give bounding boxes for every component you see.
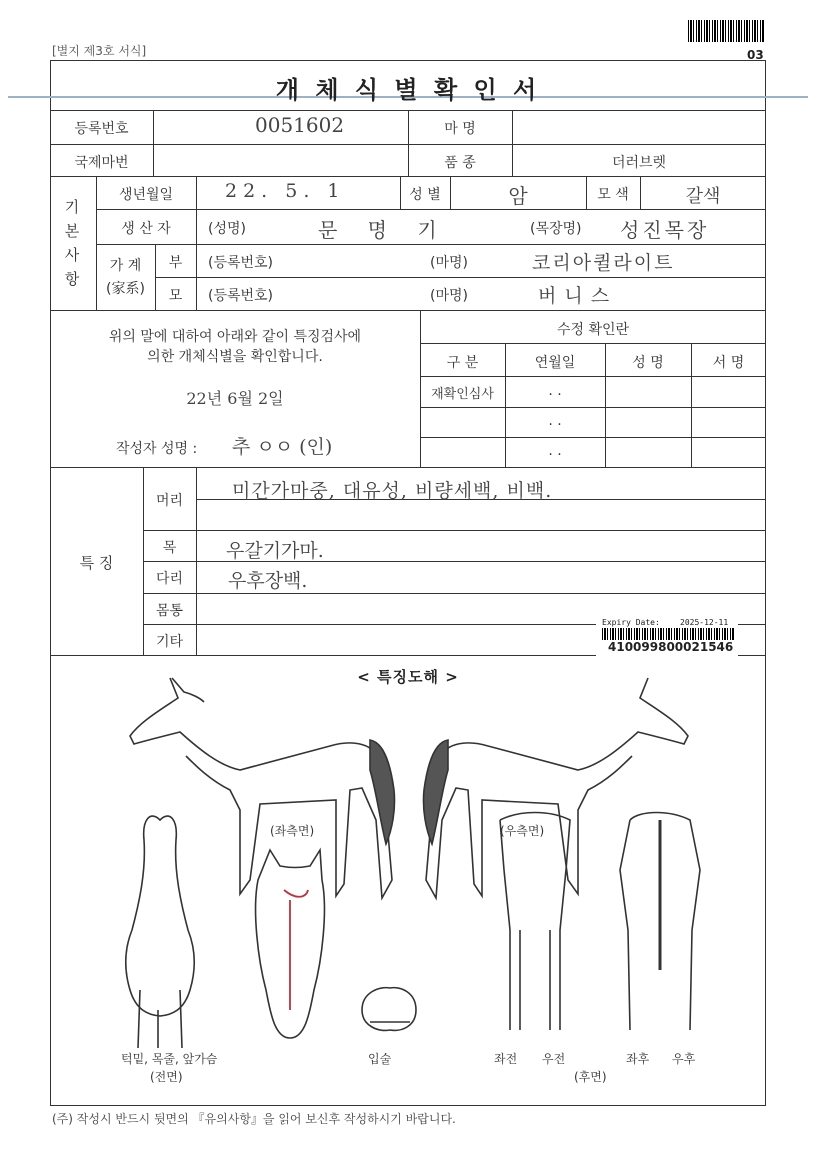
breed-label: 품 종 bbox=[444, 155, 476, 171]
horse-diagram bbox=[100, 670, 720, 1070]
left-front-label: 좌전 bbox=[494, 1052, 518, 1066]
producer-name-value: 문 명 기 bbox=[318, 218, 449, 242]
amend-header-sign: 서 명 bbox=[712, 355, 745, 371]
features-section-label: 특 징 bbox=[79, 554, 114, 572]
producer-label: 생 산 자 bbox=[121, 221, 171, 237]
amend-row-date: . . bbox=[548, 413, 562, 429]
date-value: 22년 6월 2일 bbox=[186, 389, 284, 408]
dam-name-value: 버니스 bbox=[538, 285, 618, 307]
hind-view bbox=[620, 813, 700, 1031]
front-label: (전면) bbox=[150, 1070, 183, 1084]
amend-row-date: . . bbox=[548, 383, 562, 399]
rear-label: (후면) bbox=[574, 1070, 607, 1084]
barcode bbox=[688, 20, 764, 42]
amend-header-category: 구 분 bbox=[446, 355, 479, 371]
birth-label: 생년월일 bbox=[118, 187, 174, 203]
sticker-code: 410099800021546 bbox=[608, 640, 734, 654]
sire-name-label: (마명) bbox=[430, 255, 468, 271]
left-side-horse bbox=[130, 678, 395, 898]
amend-title: 수정 확인란 bbox=[556, 322, 630, 338]
ranch-label: (목장명) bbox=[530, 221, 582, 237]
legs-value: 우후장백. bbox=[228, 570, 308, 592]
neck-value: 우갈기가마. bbox=[226, 540, 324, 562]
right-front-label: 우전 bbox=[542, 1052, 566, 1066]
left-side-label: (좌측면) bbox=[270, 824, 315, 838]
amend-row-category: 재확인심사 bbox=[431, 387, 494, 402]
head-value: 미간가마중, 대유성, 비량세백, 비백. bbox=[232, 480, 553, 502]
sex-value: 암 bbox=[508, 184, 528, 208]
diagram-title: < 특징도해 > bbox=[357, 668, 459, 686]
front-caption: 턱밑, 목줄, 앞가슴 bbox=[121, 1052, 218, 1066]
lineage-label: 가 계 bbox=[109, 258, 142, 274]
sticker-barcode bbox=[602, 628, 734, 640]
statement-line1: 위의 말에 대하여 아래와 같이 특징검사에 bbox=[108, 329, 362, 345]
right-hind-label: 우후 bbox=[672, 1052, 696, 1066]
dam-reg-label: (등록번호) bbox=[208, 288, 274, 304]
producer-name-label: (성명) bbox=[208, 221, 246, 237]
author-value: 추 ㅇㅇ (인) bbox=[232, 436, 333, 458]
basic-section-label: 기 본 사 항 bbox=[64, 198, 80, 288]
neck-label: 목 bbox=[162, 540, 177, 556]
sire-label: 부 bbox=[168, 255, 183, 271]
author-label: 작성자 성명 : bbox=[116, 441, 198, 457]
body-label: 몸통 bbox=[155, 603, 184, 619]
color-label: 모 색 bbox=[597, 187, 629, 203]
left-hind-label: 좌후 bbox=[626, 1052, 650, 1066]
right-side-horse bbox=[423, 678, 688, 898]
page-code: 03 bbox=[747, 48, 764, 62]
expiry-value: 2025-12-11 bbox=[680, 618, 729, 627]
dam-name-label: (마명) bbox=[430, 288, 468, 304]
front-neck-view bbox=[126, 816, 195, 1048]
footer-note: (주) 작성시 반드시 뒷면의 『유의사항』을 읽어 보신후 작성하시기 바랍니다. bbox=[52, 1112, 456, 1126]
birth-value: 22. 5. 1 bbox=[225, 180, 346, 202]
intl-no-label: 국제마번 bbox=[74, 155, 129, 171]
face-view bbox=[256, 850, 325, 1038]
breed-value: 더러브렛 bbox=[611, 155, 667, 171]
form-label: [별지 제3호 서식] bbox=[52, 44, 147, 58]
sex-label: 성 별 bbox=[409, 187, 441, 203]
expiry-label: Expiry Date: bbox=[602, 618, 660, 627]
lips-view bbox=[362, 988, 416, 1031]
lips-label: 입술 bbox=[368, 1052, 392, 1066]
reg-no-value: 0051602 bbox=[255, 113, 345, 137]
head-label: 머리 bbox=[155, 493, 184, 509]
amend-row-date: . . bbox=[548, 443, 562, 459]
legs-label: 다리 bbox=[155, 571, 184, 587]
amend-header-name: 성 명 bbox=[632, 355, 664, 371]
reg-no-label: 등록번호 bbox=[74, 121, 129, 137]
ranch-value: 성진목장 bbox=[620, 218, 710, 242]
document-title: 개 체 식 별 확 인 서 bbox=[275, 76, 541, 104]
other-label: 기타 bbox=[155, 634, 184, 650]
expiry-sticker bbox=[596, 615, 738, 659]
statement-line2: 의한 개체식별을 확인합니다. bbox=[147, 349, 323, 365]
front-legs-view bbox=[500, 813, 570, 1031]
right-side-label: (우측면) bbox=[500, 824, 545, 838]
horse-name-label: 마 명 bbox=[444, 121, 476, 137]
lineage-hanja: (家系) bbox=[106, 281, 145, 297]
sire-name-value: 코리아퀼라이트 bbox=[532, 252, 675, 274]
color-value: 갈색 bbox=[685, 186, 721, 207]
amend-header-date: 연월일 bbox=[534, 355, 576, 371]
sire-reg-label: (등록번호) bbox=[208, 255, 274, 271]
dam-label: 모 bbox=[168, 288, 183, 304]
